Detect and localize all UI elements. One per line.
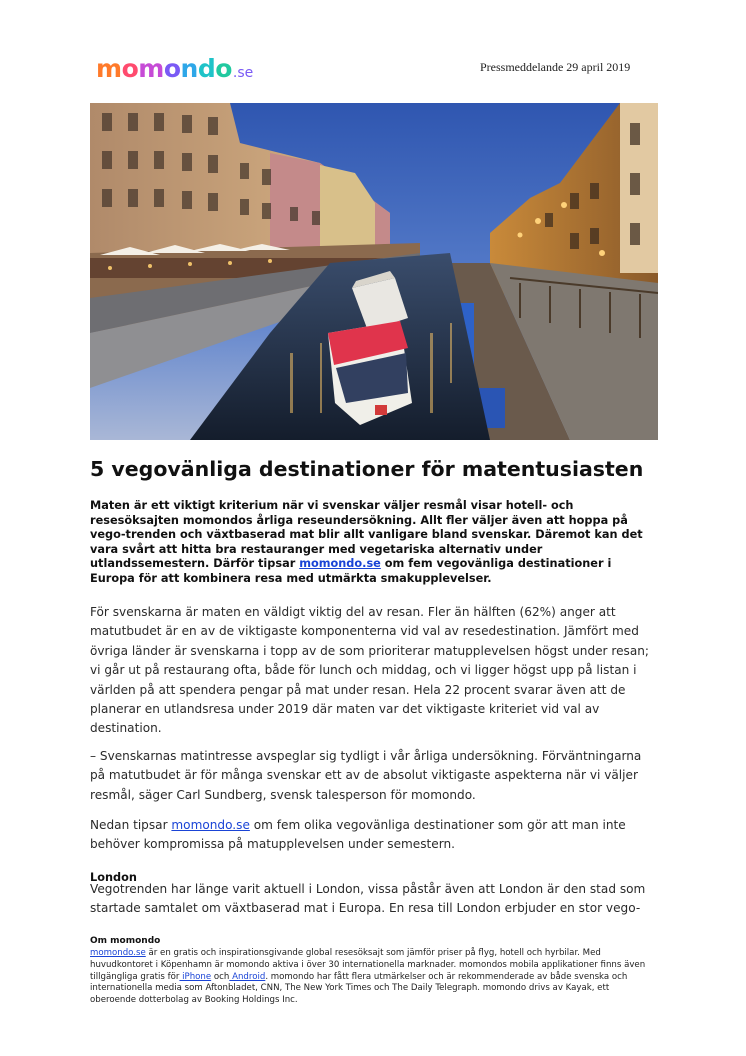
body-paragraph-1: För svenskarna är maten en väldigt viktig del av resan. Fler än hälften (62%) anger att matutbudet är en av de viktigaste komponenterna vid val av resedestination. Jämfört med övriga länder är svenskarna i topp av de som prioriterar matupplevelsen högst under resan; vi går ut på restaurang ofta, både för lunch och middag, och vi ligger högst upp på listan i världen på att spendera pengar på mat under resan. Hela 22 procent svarar även att de planerar en utlandsresa under 2019 där maten var det viktigaste kriteriet vid val av destination. bbox=[90, 605, 649, 736]
body-paragraph-3: Nedan tipsar momondo.se om fem olika vegovänliga destinationer som gör att man inte behöver kompromissa på matupplevelsen under semestern. bbox=[90, 818, 626, 852]
android-link[interactable]: Android bbox=[229, 971, 266, 982]
section-heading-london: London bbox=[90, 871, 137, 884]
lead-paragraph: Maten är ett viktigt kriterium när vi svenskar väljer resmål visar hotell- och resesöksajten momondos årliga reseundersökning. Allt fler väljer även att hoppa på vego-trenden och växtbaserad mat blir allt vanligare bland svenskar. Däremot kan det vara svårt att hitta bra restauranger med vegetariska alternativ under utlandssemestern. Därför tipsar momondo.se om fem vegovänliga destinationer i Europa för att kombinera resa med utmärkta smakupplevelser. bbox=[90, 499, 643, 585]
footer-heading: Om momondo bbox=[90, 936, 161, 946]
momondo-link[interactable]: momondo.se bbox=[171, 818, 250, 832]
iphone-link[interactable]: iPhone bbox=[179, 971, 212, 982]
headline: 5 vegovänliga destinationer för matentusiasten bbox=[90, 457, 644, 481]
momondo-link[interactable]: momondo.se bbox=[299, 557, 381, 570]
quote-paragraph: – Svenskarnas matintresse avspeglar sig tydligt i vår årliga undersökning. Förväntningarna på matutbudet är för många svenskar ett av de absolut viktigaste aspekterna när vi väljer resmål, säger Carl Sundberg, svensk talesperson för momondo. bbox=[90, 749, 642, 802]
london-paragraph: Vegotrenden har länge varit aktuell i London, vissa påstår även att London är den stad som startade samtalet om växtbaserad mat i Europa. En resa till London erbjuder en stor vego- bbox=[90, 882, 646, 916]
canal-photo-illustration bbox=[90, 103, 658, 440]
momondo-footer-link[interactable]: momondo.se bbox=[90, 948, 146, 958]
hero-image bbox=[90, 103, 658, 440]
momondo-logo[interactable]: momondo.se bbox=[96, 54, 254, 83]
press-release-date: Pressmeddelande 29 april 2019 bbox=[480, 60, 631, 74]
footer-about-text: momondo.se är en gratis och inspirationsgivande global resesöksajt som jämför priser på flyg, hotell och hyrbilar. Med huvudkontoret i Köpenhamn är momondo aktiva i över 30 internationella marknader. momondos mobila applikationer finns även tillgängliga gratis för iPhone och Android. momondo har fått flera utmärkelser och är rekommenderade av både svenska och internationella media som Aftonbladet, CNN, The New York Times och The Daily Telegraph. momondo drivs av Kayak, ett oberoende dotterbolag av Booking Holdings Inc. bbox=[90, 948, 646, 1006]
